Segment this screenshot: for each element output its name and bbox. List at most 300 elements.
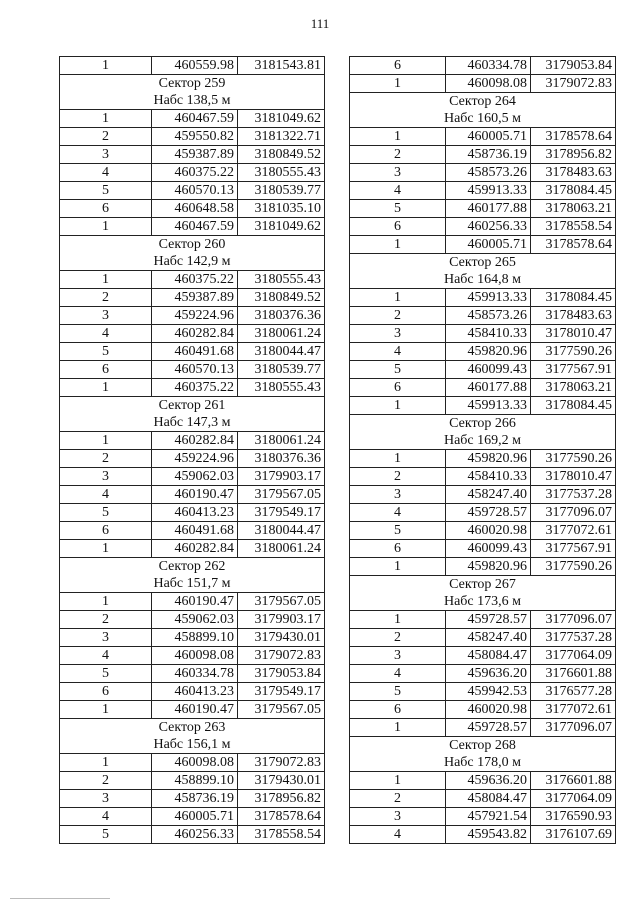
sector-height-row: [60, 736, 325, 754]
y-coordinate: 3181322.71: [238, 128, 325, 146]
coordinate-row: [350, 647, 616, 665]
coordinate-row: [60, 307, 325, 325]
sector-header: [60, 558, 325, 576]
point-number: 1: [350, 558, 446, 576]
sector-header: [60, 75, 325, 93]
y-coordinate: 3181049.62: [238, 218, 325, 236]
x-coordinate: 459062.03: [152, 468, 238, 486]
point-number: 6: [60, 200, 152, 218]
x-coordinate: 460648.58: [152, 200, 238, 218]
x-coordinate: 459062.03: [152, 611, 238, 629]
y-coordinate: 3177072.61: [531, 701, 616, 719]
y-coordinate: 3178084.45: [531, 182, 616, 200]
coordinate-row: [350, 790, 616, 808]
y-coordinate: 3177064.09: [531, 790, 616, 808]
point-number: 1: [350, 289, 446, 307]
x-coordinate: 459728.57: [446, 719, 531, 737]
coordinate-row: [60, 683, 325, 701]
x-coordinate: 460098.08: [446, 75, 531, 93]
sector-header: [350, 93, 616, 111]
y-coordinate: 3178063.21: [531, 200, 616, 218]
coordinate-row: [60, 218, 325, 236]
y-coordinate: 3179430.01: [238, 629, 325, 647]
point-number: 3: [350, 808, 446, 826]
point-number: 1: [60, 432, 152, 450]
coordinate-row: [60, 325, 325, 343]
y-coordinate: 3179072.83: [238, 647, 325, 665]
x-coordinate: 460099.43: [446, 540, 531, 558]
point-number: 4: [350, 665, 446, 683]
x-coordinate: 459636.20: [446, 772, 531, 790]
sector-header: [350, 576, 616, 594]
footer-rule: [10, 898, 110, 899]
sector-title: Сектор 261: [60, 397, 325, 415]
point-number: 5: [60, 665, 152, 683]
x-coordinate: 460467.59: [152, 218, 238, 236]
sector-header: [350, 415, 616, 433]
y-coordinate: 3176601.88: [531, 772, 616, 790]
point-number: 1: [60, 593, 152, 611]
coordinate-row: [350, 683, 616, 701]
y-coordinate: 3179072.83: [531, 75, 616, 93]
coordinate-row: [350, 325, 616, 343]
y-coordinate: 3177537.28: [531, 629, 616, 647]
x-coordinate: 460005.71: [152, 808, 238, 826]
x-coordinate: 460491.68: [152, 343, 238, 361]
coordinate-row: [350, 540, 616, 558]
coordinate-row: [350, 343, 616, 361]
sector-height-row: [60, 92, 325, 110]
coordinate-row: [350, 146, 616, 164]
y-coordinate: 3178558.54: [531, 218, 616, 236]
x-coordinate: 460020.98: [446, 522, 531, 540]
y-coordinate: 3177537.28: [531, 486, 616, 504]
y-coordinate: 3179567.05: [238, 701, 325, 719]
sector-height-row: [350, 432, 616, 450]
coordinate-row: [350, 504, 616, 522]
coordinate-row: [60, 57, 325, 75]
point-number: 2: [60, 289, 152, 307]
x-coordinate: 458899.10: [152, 629, 238, 647]
coordinate-row: [60, 504, 325, 522]
sector-height: Набс 151,7 м: [60, 575, 325, 593]
point-number: 5: [350, 522, 446, 540]
coordinate-row: [350, 361, 616, 379]
point-number: 4: [350, 504, 446, 522]
point-number: 4: [350, 182, 446, 200]
sector-height: Набс 173,6 м: [350, 593, 616, 611]
sector-title: Сектор 262: [60, 558, 325, 576]
point-number: 2: [60, 772, 152, 790]
y-coordinate: 3176601.88: [531, 665, 616, 683]
coordinate-row: [60, 629, 325, 647]
y-coordinate: 3180376.36: [238, 450, 325, 468]
y-coordinate: 3180849.52: [238, 146, 325, 164]
point-number: 6: [350, 701, 446, 719]
sector-height-row: [350, 271, 616, 289]
point-number: 3: [350, 486, 446, 504]
point-number: 6: [350, 540, 446, 558]
sector-height: Набс 169,2 м: [350, 432, 616, 450]
sector-height: Набс 164,8 м: [350, 271, 616, 289]
point-number: 1: [350, 397, 446, 415]
x-coordinate: 459913.33: [446, 397, 531, 415]
y-coordinate: 3179072.83: [238, 754, 325, 772]
x-coordinate: 458573.26: [446, 307, 531, 325]
y-coordinate: 3178010.47: [531, 325, 616, 343]
x-coordinate: 459728.57: [446, 504, 531, 522]
y-coordinate: 3180061.24: [238, 432, 325, 450]
x-coordinate: 459942.53: [446, 683, 531, 701]
sector-title: Сектор 260: [60, 236, 325, 254]
coordinate-row: [60, 486, 325, 504]
x-coordinate: 460375.22: [152, 271, 238, 289]
coordinate-row: [350, 808, 616, 826]
y-coordinate: 3178578.64: [238, 808, 325, 826]
x-coordinate: 459913.33: [446, 182, 531, 200]
point-number: 4: [350, 343, 446, 361]
point-number: 2: [350, 468, 446, 486]
point-number: 4: [60, 808, 152, 826]
point-number: 5: [60, 504, 152, 522]
point-number: 1: [350, 128, 446, 146]
y-coordinate: 3178483.63: [531, 164, 616, 182]
y-coordinate: 3179053.84: [531, 57, 616, 75]
y-coordinate: 3178084.45: [531, 289, 616, 307]
sector-header: [60, 397, 325, 415]
sector-height: Набс 156,1 м: [60, 736, 325, 754]
sector-height: Набс 178,0 м: [350, 754, 616, 772]
coordinate-row: [350, 236, 616, 254]
sector-height: Набс 147,3 м: [60, 414, 325, 432]
point-number: 6: [60, 683, 152, 701]
sector-header: [60, 719, 325, 737]
point-number: 6: [60, 522, 152, 540]
sector-title: Сектор 266: [350, 415, 616, 433]
y-coordinate: 3180849.52: [238, 289, 325, 307]
coordinate-row: [60, 182, 325, 200]
sector-height-row: [350, 593, 616, 611]
coordinate-row: [60, 754, 325, 772]
x-coordinate: 459224.96: [152, 450, 238, 468]
x-coordinate: 459820.96: [446, 558, 531, 576]
coordinate-row: [60, 289, 325, 307]
coordinate-row: [350, 665, 616, 683]
y-coordinate: 3178956.82: [238, 790, 325, 808]
y-coordinate: 3176107.69: [531, 826, 616, 844]
y-coordinate: 3181049.62: [238, 110, 325, 128]
y-coordinate: 3177064.09: [531, 647, 616, 665]
x-coordinate: 460256.33: [152, 826, 238, 844]
sector-height-row: [350, 110, 616, 128]
point-number: 1: [60, 754, 152, 772]
x-coordinate: 458573.26: [446, 164, 531, 182]
y-coordinate: 3179903.17: [238, 468, 325, 486]
coordinate-row: [60, 146, 325, 164]
point-number: 2: [60, 450, 152, 468]
point-number: 3: [60, 468, 152, 486]
point-number: 5: [350, 683, 446, 701]
coordinate-row: [350, 307, 616, 325]
sector-height: Набс 138,5 м: [60, 92, 325, 110]
x-coordinate: 459543.82: [446, 826, 531, 844]
coordinate-row: [60, 343, 325, 361]
y-coordinate: 3178578.64: [531, 128, 616, 146]
sector-title: Сектор 264: [350, 93, 616, 111]
point-number: 3: [60, 307, 152, 325]
coordinate-row: [60, 361, 325, 379]
coordinate-row: [350, 128, 616, 146]
y-coordinate: 3177590.26: [531, 558, 616, 576]
coordinate-row: [60, 450, 325, 468]
x-coordinate: 457921.54: [446, 808, 531, 826]
coordinate-row: [60, 128, 325, 146]
point-number: 2: [350, 629, 446, 647]
coordinate-row: [350, 200, 616, 218]
y-coordinate: 3179903.17: [238, 611, 325, 629]
point-number: 4: [60, 164, 152, 182]
point-number: 4: [60, 325, 152, 343]
x-coordinate: 459636.20: [446, 665, 531, 683]
point-number: 2: [350, 790, 446, 808]
x-coordinate: 460413.23: [152, 504, 238, 522]
coordinate-row: [350, 182, 616, 200]
point-number: 1: [350, 236, 446, 254]
y-coordinate: 3176590.93: [531, 808, 616, 826]
x-coordinate: 459820.96: [446, 343, 531, 361]
x-coordinate: 460020.98: [446, 701, 531, 719]
coordinate-row: [350, 558, 616, 576]
point-number: 1: [350, 75, 446, 93]
y-coordinate: 3179567.05: [238, 593, 325, 611]
y-coordinate: 3177072.61: [531, 522, 616, 540]
point-number: 1: [350, 611, 446, 629]
coordinate-row: [350, 826, 616, 844]
point-number: 1: [350, 450, 446, 468]
x-coordinate: 460375.22: [152, 164, 238, 182]
x-coordinate: 458247.40: [446, 629, 531, 647]
coordinate-row: [60, 701, 325, 719]
y-coordinate: 3177590.26: [531, 343, 616, 361]
y-coordinate: 3176577.28: [531, 683, 616, 701]
y-coordinate: 3180555.43: [238, 379, 325, 397]
y-coordinate: 3177096.07: [531, 504, 616, 522]
coordinate-row: [60, 772, 325, 790]
x-coordinate: 460282.84: [152, 432, 238, 450]
y-coordinate: 3181035.10: [238, 200, 325, 218]
sector-title: Сектор 259: [60, 75, 325, 93]
coordinate-row: [60, 790, 325, 808]
point-number: 6: [350, 218, 446, 236]
x-coordinate: 459224.96: [152, 307, 238, 325]
x-coordinate: 459387.89: [152, 289, 238, 307]
x-coordinate: 458410.33: [446, 325, 531, 343]
sector-height-row: [350, 754, 616, 772]
sector-header: [350, 737, 616, 755]
coordinate-row: [60, 808, 325, 826]
y-coordinate: 3178956.82: [531, 146, 616, 164]
coordinate-row: [60, 540, 325, 558]
coordinate-row: [60, 468, 325, 486]
x-coordinate: 460282.84: [152, 540, 238, 558]
point-number: 5: [350, 361, 446, 379]
y-coordinate: 3180044.47: [238, 522, 325, 540]
y-coordinate: 3178063.21: [531, 379, 616, 397]
point-number: 1: [60, 540, 152, 558]
coordinate-row: [60, 164, 325, 182]
right-coordinates-table: [349, 56, 616, 844]
coordinate-row: [350, 450, 616, 468]
x-coordinate: 460375.22: [152, 379, 238, 397]
x-coordinate: 458736.19: [446, 146, 531, 164]
point-number: 2: [60, 128, 152, 146]
coordinate-row: [60, 432, 325, 450]
point-number: 6: [350, 379, 446, 397]
x-coordinate: 460570.13: [152, 361, 238, 379]
coordinate-row: [350, 379, 616, 397]
x-coordinate: 460491.68: [152, 522, 238, 540]
x-coordinate: 460177.88: [446, 200, 531, 218]
point-number: 1: [60, 110, 152, 128]
y-coordinate: 3180539.77: [238, 182, 325, 200]
sector-title: Сектор 265: [350, 254, 616, 272]
coordinate-row: [350, 397, 616, 415]
x-coordinate: 460334.78: [152, 665, 238, 683]
y-coordinate: 3180044.47: [238, 343, 325, 361]
point-number: 5: [60, 182, 152, 200]
sector-title: Сектор 267: [350, 576, 616, 594]
point-number: 4: [350, 826, 446, 844]
point-number: 1: [60, 701, 152, 719]
point-number: 1: [60, 218, 152, 236]
x-coordinate: 460413.23: [152, 683, 238, 701]
y-coordinate: 3177096.07: [531, 611, 616, 629]
point-number: 6: [350, 57, 446, 75]
y-coordinate: 3179053.84: [238, 665, 325, 683]
x-coordinate: 460190.47: [152, 701, 238, 719]
y-coordinate: 3178558.54: [238, 826, 325, 844]
point-number: 3: [350, 325, 446, 343]
x-coordinate: 460559.98: [152, 57, 238, 75]
point-number: 2: [350, 307, 446, 325]
x-coordinate: 460005.71: [446, 236, 531, 254]
coordinate-row: [60, 826, 325, 844]
coordinate-row: [60, 379, 325, 397]
point-number: 1: [350, 772, 446, 790]
y-coordinate: 3178084.45: [531, 397, 616, 415]
sector-title: Сектор 263: [60, 719, 325, 737]
point-number: 2: [350, 146, 446, 164]
y-coordinate: 3181543.81: [238, 57, 325, 75]
coordinate-row: [350, 289, 616, 307]
point-number: 5: [60, 826, 152, 844]
x-coordinate: 459387.89: [152, 146, 238, 164]
y-coordinate: 3179549.17: [238, 504, 325, 522]
y-coordinate: 3179567.05: [238, 486, 325, 504]
x-coordinate: 460177.88: [446, 379, 531, 397]
x-coordinate: 459820.96: [446, 450, 531, 468]
point-number: 1: [60, 57, 152, 75]
sector-height-row: [60, 414, 325, 432]
sector-header: [350, 254, 616, 272]
coordinate-row: [350, 629, 616, 647]
point-number: 6: [60, 361, 152, 379]
coordinate-row: [350, 57, 616, 75]
sector-height-row: [60, 253, 325, 271]
x-coordinate: 460099.43: [446, 361, 531, 379]
sector-height: Набс 142,9 м: [60, 253, 325, 271]
point-number: 2: [60, 611, 152, 629]
point-number: 4: [60, 486, 152, 504]
point-number: 3: [350, 164, 446, 182]
x-coordinate: 458084.47: [446, 790, 531, 808]
point-number: 5: [60, 343, 152, 361]
point-number: 1: [350, 719, 446, 737]
coordinate-row: [350, 719, 616, 737]
x-coordinate: 459728.57: [446, 611, 531, 629]
x-coordinate: 460005.71: [446, 128, 531, 146]
coordinate-row: [350, 701, 616, 719]
y-coordinate: 3177567.91: [531, 540, 616, 558]
x-coordinate: 460570.13: [152, 182, 238, 200]
y-coordinate: 3177096.07: [531, 719, 616, 737]
x-coordinate: 460190.47: [152, 593, 238, 611]
point-number: 3: [60, 629, 152, 647]
coordinate-row: [60, 665, 325, 683]
coordinate-row: [350, 468, 616, 486]
coordinate-row: [350, 218, 616, 236]
coordinate-row: [60, 593, 325, 611]
y-coordinate: 3180376.36: [238, 307, 325, 325]
y-coordinate: 3178483.63: [531, 307, 616, 325]
x-coordinate: 458084.47: [446, 647, 531, 665]
y-coordinate: 3179430.01: [238, 772, 325, 790]
y-coordinate: 3178010.47: [531, 468, 616, 486]
x-coordinate: 460256.33: [446, 218, 531, 236]
x-coordinate: 460282.84: [152, 325, 238, 343]
y-coordinate: 3180061.24: [238, 540, 325, 558]
sector-title: Сектор 268: [350, 737, 616, 755]
point-number: 1: [60, 379, 152, 397]
coordinate-row: [350, 611, 616, 629]
x-coordinate: 460098.08: [152, 754, 238, 772]
coordinate-row: [350, 75, 616, 93]
y-coordinate: 3180555.43: [238, 164, 325, 182]
x-coordinate: 460190.47: [152, 486, 238, 504]
x-coordinate: 460098.08: [152, 647, 238, 665]
y-coordinate: 3177590.26: [531, 450, 616, 468]
x-coordinate: 460467.59: [152, 110, 238, 128]
x-coordinate: 460334.78: [446, 57, 531, 75]
coordinate-row: [60, 200, 325, 218]
coordinate-row: [60, 110, 325, 128]
sector-height: Набс 160,5 м: [350, 110, 616, 128]
coordinate-row: [60, 647, 325, 665]
x-coordinate: 458247.40: [446, 486, 531, 504]
point-number: 3: [60, 790, 152, 808]
coordinate-row: [60, 611, 325, 629]
y-coordinate: 3180061.24: [238, 325, 325, 343]
point-number: 3: [60, 146, 152, 164]
x-coordinate: 459913.33: [446, 289, 531, 307]
left-coordinates-table: [59, 56, 325, 844]
point-number: 5: [350, 200, 446, 218]
x-coordinate: 458899.10: [152, 772, 238, 790]
coordinate-row: [60, 522, 325, 540]
sector-height-row: [60, 575, 325, 593]
coordinate-row: [350, 522, 616, 540]
coordinate-row: [350, 164, 616, 182]
